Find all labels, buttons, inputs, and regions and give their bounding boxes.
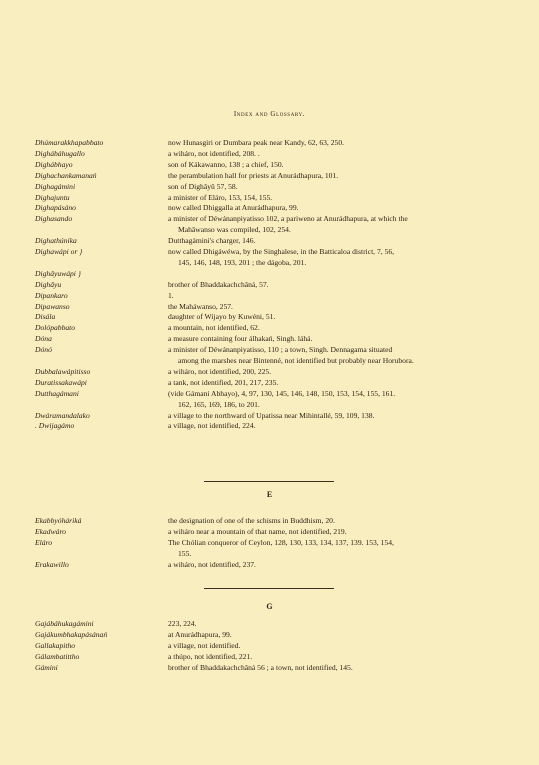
entry-definition: a wiháro, not identified, 237. — [168, 559, 256, 569]
entry-definition: a thúpo, not identified, 221. — [168, 651, 253, 661]
entry-definition: a mountain, not identified, 62. — [168, 323, 260, 333]
entry-definition: a wiháro, not identified, 200, 225. — [168, 366, 272, 376]
entry-definition-continued: 162, 165, 169, 186, to 201. — [178, 399, 260, 409]
entry-term: Ekabbyóháriká — [35, 516, 82, 525]
entry-definition: now called Dhiggalla at Anurádhapura, 99. — [168, 203, 299, 213]
entry-definition: (vide Gámani Abhayo), 4, 97, 130, 145, 146, 148, 150, 153, 154, 155, 161. — [168, 388, 396, 398]
entry-definition: a village to the northward of Upatissa near Mihintallé, 59, 109, 138. — [168, 410, 375, 420]
entry-definition: a village, not identified, 224. — [168, 421, 256, 431]
entry-term: Dóna — [35, 334, 52, 344]
entry-term: Dónó — [35, 345, 52, 355]
entry-term: Dighagámini — [35, 181, 76, 191]
entry-definition: now Hunasgiri or Dumbara peak near Kandy, 62, 63, 250. — [168, 138, 345, 147]
entry-term: Duratissakawápi — [35, 377, 87, 387]
entry-definition: daughter of Wijayo by Kuwéni, 51. — [168, 312, 276, 322]
entry-term: Dolópabbato — [35, 323, 76, 333]
entry-definition: the perambulation hall for priests at Anurádhapura, 101. — [168, 170, 339, 180]
entry-definition: at Anurádhapura, 99. — [168, 629, 232, 639]
section-letter-g: G — [266, 602, 273, 611]
entry-definition: The Chólian conqueror of Ceylon, 128, 130, 133, 134, 137, 139. 153, 154, — [168, 537, 394, 547]
entry-term: Dighajuntu — [35, 192, 70, 202]
entry-term: Dipankaro — [35, 290, 68, 300]
entry-definition: a wiháro near a mountain of that name, not identified, 219. — [168, 526, 347, 536]
entry-definition: a tank, not identified, 201, 217, 235. — [168, 377, 279, 387]
entry-definition-continued: 145, 146, 148, 193, 201 ; the dágoba, 201. — [178, 257, 307, 267]
entry-term: Gajákumbhakapásánań — [35, 629, 108, 639]
entry-definition: 223, 224. — [168, 619, 197, 628]
entry-term: Erakawillo — [35, 559, 69, 569]
running-head: Index and Glossary. — [233, 110, 306, 118]
entry-definition: a minister of Déwánanpiyatisso, 110 ; a town, Singh. Dennagama situated — [168, 345, 393, 355]
entry-term: Dighapásáno — [35, 203, 76, 213]
entry-term: Dighachankamanań — [35, 170, 97, 180]
entry-term: Eláro — [35, 537, 53, 547]
entry-definition: 1. — [168, 290, 174, 300]
section-letter-e: E — [266, 490, 273, 499]
entry-definition-continued: Mahâwanso was compiled, 102, 254. — [178, 225, 291, 235]
entry-term: Dwáramandalako — [35, 410, 90, 420]
entry-term: Dutthagámani — [35, 388, 79, 398]
entry-term: Gálambatittho — [35, 651, 80, 661]
entry-term: Dipawanso — [35, 301, 70, 311]
entry-definition: a measure containing four álhakań, Singh. láhá. — [168, 334, 313, 344]
entry-definition: the designation of one of the schisms in Buddhism, 20. — [168, 516, 335, 525]
entry-definition: now called Dhigáwéwa, by the Singhalese, in the Batticaloa district, 7, 56, — [168, 247, 395, 256]
entry-term: Ekadwáro — [35, 526, 66, 536]
entry-term: Dighábáhugallo — [35, 148, 85, 158]
entry-term: Dhúmarakkhapabbato — [35, 138, 104, 147]
section-divider — [204, 588, 334, 589]
entry-definition: a wiháro, not identified, 208. . — [168, 148, 260, 158]
entry-term: Dighâyuwápi } — [35, 268, 81, 278]
entry-definition: a village, not identified. — [168, 640, 241, 650]
entry-term: Dubbalawápitisso — [35, 366, 91, 376]
entry-definition: a minister of Déwánanpiyatisso 102, a pariweno at Anurádhapura, at which the — [168, 214, 408, 224]
entry-term: Disála — [35, 312, 56, 322]
entry-definition: son of Kákawanno, 138 ; a chief, 150. — [168, 159, 284, 169]
entry-term: . Dwijagámo — [35, 421, 75, 431]
entry-definition: brother of Bhaddakachchâná, 57. — [168, 279, 269, 289]
entry-term: Gajábáhukagámini — [35, 619, 94, 628]
entry-term: Dighathúnika — [35, 236, 77, 246]
entry-term: Dighâyu — [35, 279, 62, 289]
entry-term: Dighawápi or } — [35, 247, 83, 256]
entry-term: Dighasando — [35, 214, 73, 224]
entry-term: Gallakapitho — [35, 640, 76, 650]
entry-definition-continued: 155. — [178, 548, 192, 558]
entry-definition-continued: among the marshes near Bintenné, not identified but probably near Horubora. — [178, 356, 414, 365]
entry-definition: son of Dighâyû 57, 58. — [168, 181, 238, 191]
section-divider — [204, 481, 334, 482]
entry-definition: a minister of Eláro, 153, 154, 155. — [168, 192, 273, 202]
entry-term: Gámini — [35, 662, 58, 672]
entry-definition: Dutthagámini's charger, 146. — [168, 236, 256, 246]
entry-definition: the Maháwanso, 257. — [168, 301, 233, 311]
entry-definition: brother of Bhaddakachchâná 56 ; a town, not identified, 145. — [168, 662, 353, 672]
entry-term: Dighábhayo — [35, 159, 73, 169]
